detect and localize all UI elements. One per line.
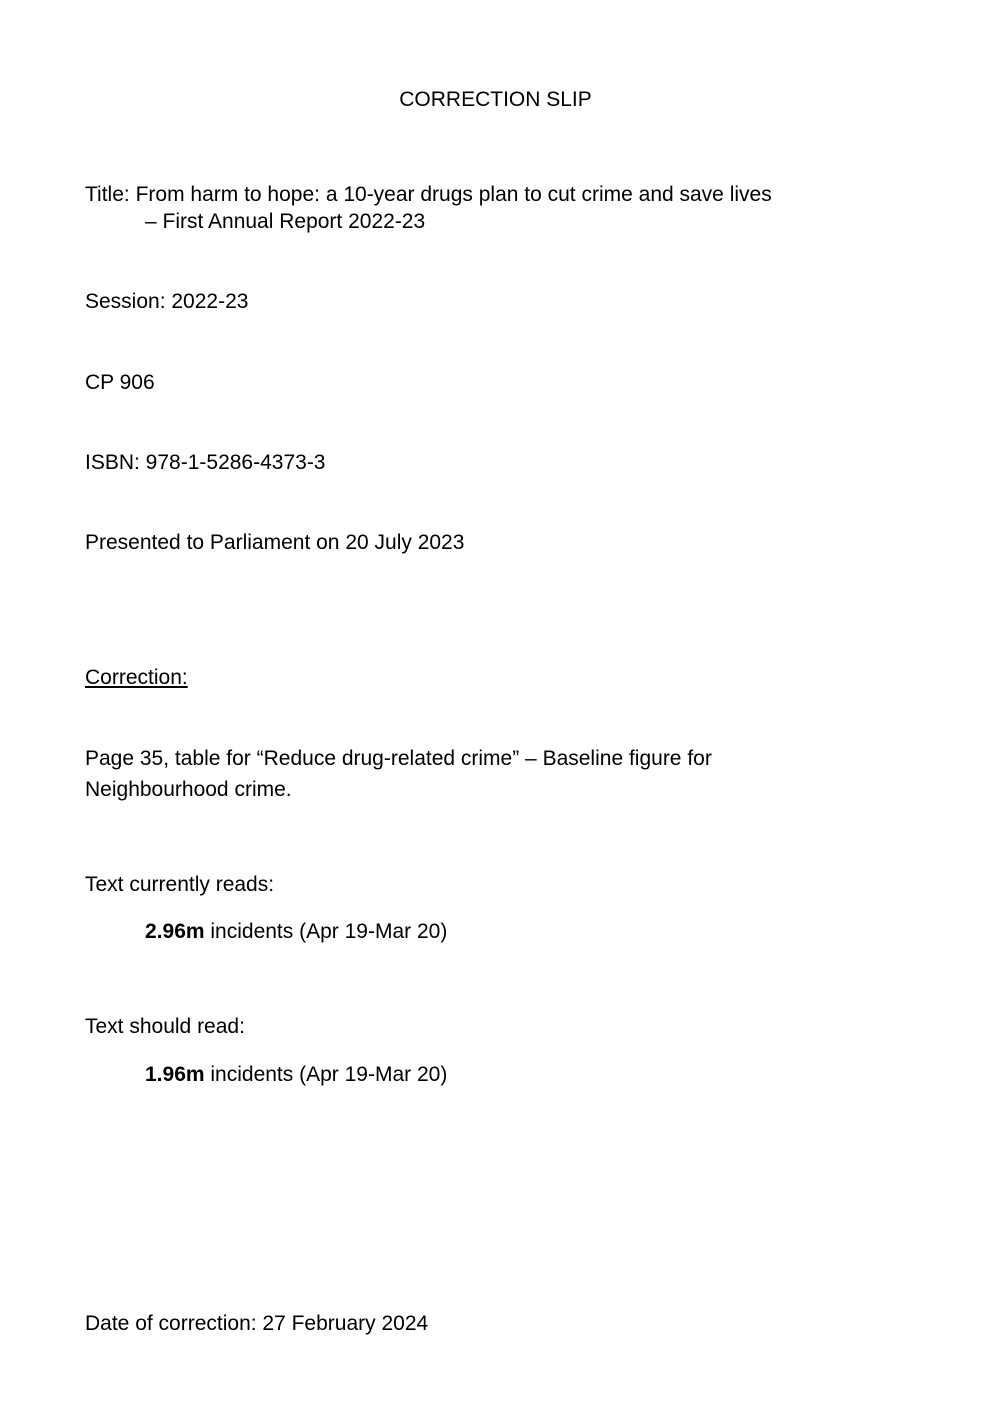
date-of-correction: Date of correction: 27 February 2024 bbox=[85, 1312, 429, 1335]
title-label: Title: bbox=[85, 183, 130, 206]
title-line-1 bbox=[85, 182, 772, 207]
currently-reads-value bbox=[145, 919, 447, 944]
presented-date: Presented to Parliament on 20 July 2023 bbox=[85, 531, 465, 554]
command-paper-number: CP 906 bbox=[85, 371, 155, 394]
currently-reads-rest: incidents (Apr 19-Mar 20) bbox=[204, 920, 448, 943]
page-heading: CORRECTION SLIP bbox=[399, 88, 592, 111]
correction-description-line-1: Page 35, table for “Reduce drug-related crime” – Baseline figure for bbox=[85, 747, 712, 770]
session: Session: 2022-23 bbox=[85, 290, 249, 313]
isbn: ISBN: 978-1-5286-4373-3 bbox=[85, 451, 326, 474]
correction-description-line-2: Neighbourhood crime. bbox=[85, 778, 292, 801]
should-read-rest: incidents (Apr 19-Mar 20) bbox=[204, 1063, 448, 1086]
should-read-figure: 1.96m bbox=[145, 1063, 205, 1086]
correction-heading: Correction: bbox=[85, 666, 188, 689]
currently-reads-label: Text currently reads: bbox=[85, 873, 275, 896]
should-read-value bbox=[145, 1062, 447, 1087]
should-read-label: Text should read: bbox=[85, 1015, 245, 1038]
currently-reads-figure: 2.96m bbox=[145, 920, 205, 943]
title-line-2: – First Annual Report 2022-23 bbox=[145, 210, 426, 233]
title-text: From harm to hope: a 10-year drugs plan to cut crime and save lives bbox=[135, 183, 772, 206]
